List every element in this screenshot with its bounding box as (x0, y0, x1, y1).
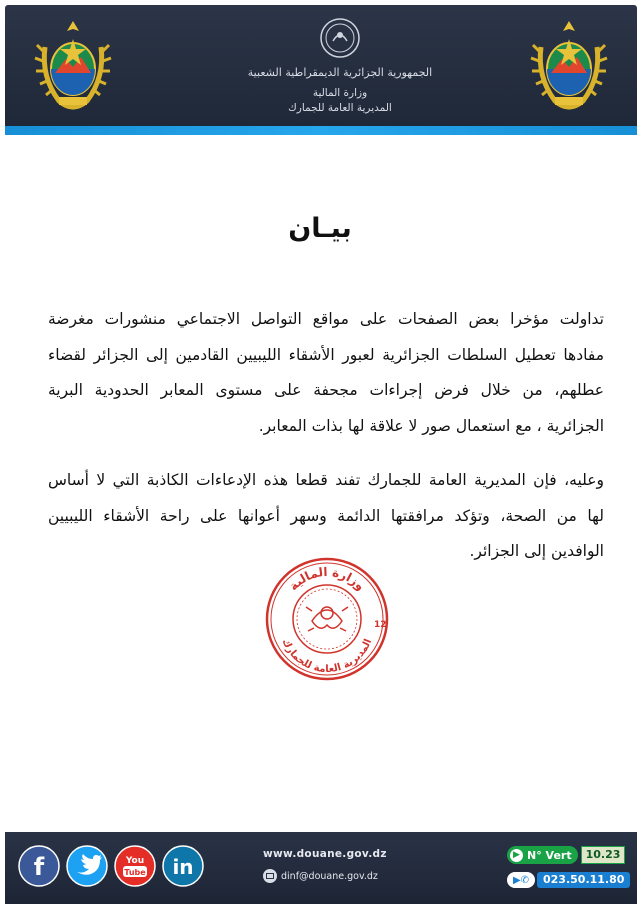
banner-stripe (5, 126, 637, 135)
youtube-link[interactable] (114, 845, 156, 887)
contact-footer (5, 832, 637, 904)
text-line: عطلهم، من خلال فرض إجراءات مجحفة على مستوى المعابر الحدودية البرية (48, 381, 604, 399)
svg-text:وزارة المالية (286, 565, 367, 594)
mail-icon (263, 869, 277, 883)
email-address: dinf@douane.gov.dz (281, 870, 378, 882)
text-line: وعليه، فإن المديرية العامة للجمارك تفند قطعا هذه الإدعاءات الكاذبة التي لا أساس (48, 471, 604, 489)
document-title: بيـان (288, 213, 352, 244)
paragraph-2 (48, 463, 604, 570)
linkedin-icon (162, 845, 204, 887)
customs-emblem-icon (529, 17, 609, 117)
stamp-bottom-text: المديرية العامة للجمارك (279, 637, 375, 676)
green-line-badge (507, 846, 578, 864)
twitter-link[interactable] (66, 845, 108, 887)
stamp-top-text: وزارة المالية (286, 564, 368, 594)
text-line: لها من الصحة، وتؤكد مرافقتها الدائمة وسهر أعوانها على راحة الأشقاء الليبيين (48, 506, 604, 525)
twitter-icon (66, 845, 108, 887)
paragraph-1 (48, 302, 604, 444)
phone-number: 023.50.11.80 (537, 872, 630, 888)
text-line: الجزائرية ، مع استعمال صور لا علاقة لها بذات المعابر. (258, 416, 604, 435)
phone-line (507, 872, 630, 888)
text-line: مفادها تعطيل السلطات الجزائرية لعبور الأشقاء الليبيين القادمين إلى الجزائر لقضاء (48, 345, 604, 364)
green-line (507, 846, 625, 864)
letterhead-center (225, 17, 455, 127)
svg-text:f: f (33, 853, 45, 881)
phone-icon: ▶✆ (507, 872, 535, 888)
play-arrow-icon: ▶ (510, 849, 523, 862)
ministry-name: وزارة المالية (312, 87, 368, 99)
directorate-name: المديرية العامة للجمارك (288, 102, 392, 114)
letterhead-banner (5, 5, 637, 127)
green-line-number: 10.23 (581, 846, 626, 864)
customs-emblem-icon (33, 17, 113, 117)
official-stamp (262, 555, 392, 683)
svg-text:You: You (125, 856, 145, 866)
text-line: تداولت مؤخرا بعض الصفحات على مواقع التواصل الاجتماعي منشورات مغرضة (48, 310, 604, 328)
svg-text:in: in (172, 855, 194, 879)
state-seal-icon (319, 17, 361, 59)
linkedin-link[interactable] (162, 845, 204, 887)
email-row[interactable] (263, 869, 378, 883)
facebook-link[interactable] (18, 845, 60, 887)
green-line-label: N° Vert (527, 848, 572, 862)
svg-text:Tube: Tube (124, 868, 146, 877)
youtube-icon (114, 845, 156, 887)
website-link[interactable]: www.douane.gov.dz (263, 848, 387, 860)
republic-name: الجمهورية الجزائرية الديمقراطية الشعبية (247, 66, 433, 79)
stamp-number: 12 (374, 620, 387, 630)
facebook-icon (18, 845, 60, 887)
text-line: الوافدين إلى الجزائر. (469, 542, 604, 560)
